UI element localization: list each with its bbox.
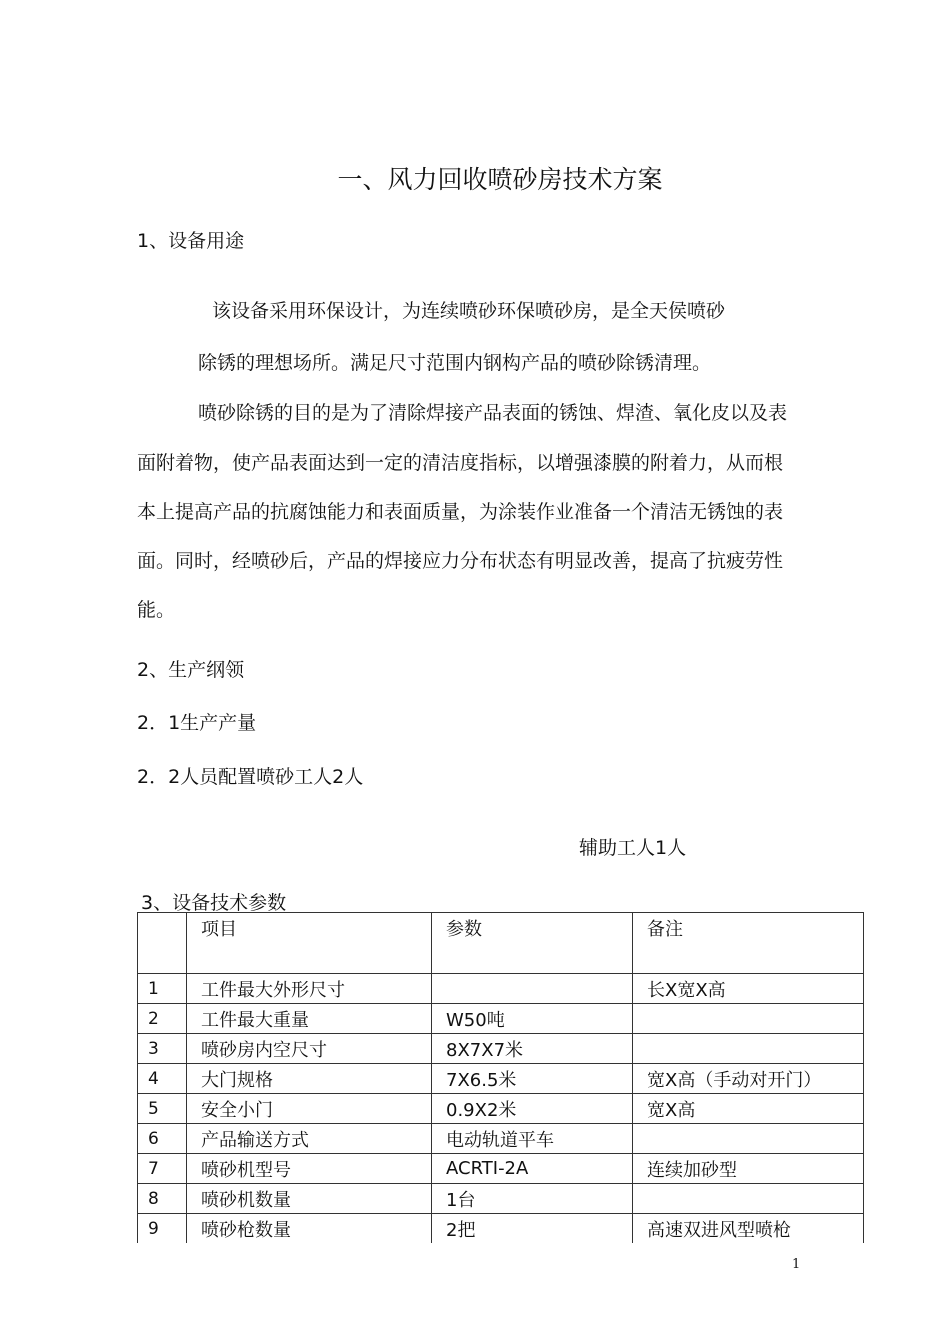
paragraph-2-line-3: 本上提高产品的抗腐蚀能力和表面质量，为涂装作业准备一个清洁无锈蚀的表 <box>137 501 784 523</box>
section-2-heading: 2、生产纲领 <box>137 659 245 681</box>
section-3-heading: 3、设备技术参数 <box>141 892 287 914</box>
paragraph-2-line-2: 面附着物，使产品表面达到一定的清洁度指标，以增强漆膜的附着力，从而根 <box>137 452 784 474</box>
table-header-row <box>138 913 864 974</box>
row-index: 2 <box>138 1004 187 1034</box>
row-item: 工件最大重量 <box>187 1004 432 1034</box>
row-note <box>633 1184 864 1214</box>
row-item: 喷砂机型号 <box>187 1154 432 1184</box>
table-row <box>138 1124 864 1154</box>
section-1-heading: 1、设备用途 <box>137 230 245 252</box>
row-index: 5 <box>138 1094 187 1124</box>
row-param: 2把 <box>432 1214 633 1244</box>
row-param: 0.9X2米 <box>432 1094 633 1124</box>
row-index: 4 <box>138 1064 187 1094</box>
row-param: 8X7X7米 <box>432 1034 633 1064</box>
row-item: 大门规格 <box>187 1064 432 1094</box>
paragraph-2-line-5: 能。 <box>137 599 176 621</box>
row-note <box>633 1034 864 1064</box>
paragraph-1-line-1: 该设备采用环保设计，为连续喷砂环保喷砂房，是全天侯喷砂 <box>212 300 726 322</box>
header-cell-index <box>138 913 187 974</box>
row-index: 7 <box>138 1154 187 1184</box>
paragraph-2-line-4: 面。同时，经喷砂后，产品的焊接应力分布状态有明显改善，提高了抗疲劳性 <box>137 550 784 572</box>
table-row <box>138 1214 864 1244</box>
row-note <box>633 1124 864 1154</box>
row-note: 宽X高（手动对开门） <box>633 1064 864 1094</box>
header-cell-param: 参数 <box>432 913 633 974</box>
row-param: ACRTI-2A <box>432 1154 633 1184</box>
row-item: 产品输送方式 <box>187 1124 432 1154</box>
row-item: 喷砂房内空尺寸 <box>187 1034 432 1064</box>
production-output-item: 2．1生产产量 <box>137 712 257 734</box>
table-row <box>138 974 864 1004</box>
row-item: 喷砂机数量 <box>187 1184 432 1214</box>
row-param <box>432 974 633 1004</box>
table-row <box>138 1064 864 1094</box>
row-note: 高速双进风型喷枪 <box>633 1214 864 1244</box>
table-row <box>138 1154 864 1184</box>
table-row <box>138 1004 864 1034</box>
row-index: 3 <box>138 1034 187 1064</box>
row-note <box>633 1004 864 1034</box>
row-index: 9 <box>138 1214 187 1244</box>
row-item: 安全小门 <box>187 1094 432 1124</box>
row-index: 6 <box>138 1124 187 1154</box>
row-param: 电动轨道平车 <box>432 1124 633 1154</box>
row-note: 宽X高 <box>633 1094 864 1124</box>
row-item: 工件最大外形尺寸 <box>187 974 432 1004</box>
row-index: 8 <box>138 1184 187 1214</box>
row-note: 长X宽X高 <box>633 974 864 1004</box>
header-cell-note: 备注 <box>633 913 864 974</box>
staffing-item: 2．2人员配置喷砂工人2人 <box>137 766 364 788</box>
row-param: 7X6.5米 <box>432 1064 633 1094</box>
table-row <box>138 1034 864 1064</box>
page-number: 1 <box>792 1257 801 1272</box>
row-note: 连续加砂型 <box>633 1154 864 1184</box>
table-row <box>138 1094 864 1124</box>
row-index: 1 <box>138 974 187 1004</box>
table-row <box>138 1184 864 1214</box>
header-cell-item: 项目 <box>187 913 432 974</box>
row-param: W50吨 <box>432 1004 633 1034</box>
row-item: 喷砂枪数量 <box>187 1214 432 1244</box>
auxiliary-worker-text: 辅助工人1人 <box>579 837 687 859</box>
row-param: 1台 <box>432 1184 633 1214</box>
parameters-table <box>137 912 864 1243</box>
page-title: 一、风力回收喷砂房技术方案 <box>337 165 663 194</box>
paragraph-1-line-2: 除锈的理想场所。满足尺寸范围内钢构产品的喷砂除锈清理。 <box>198 352 712 374</box>
paragraph-2-line-1: 喷砂除锈的目的是为了清除焊接产品表面的锈蚀、焊渣、氧化皮以及表 <box>198 402 788 424</box>
